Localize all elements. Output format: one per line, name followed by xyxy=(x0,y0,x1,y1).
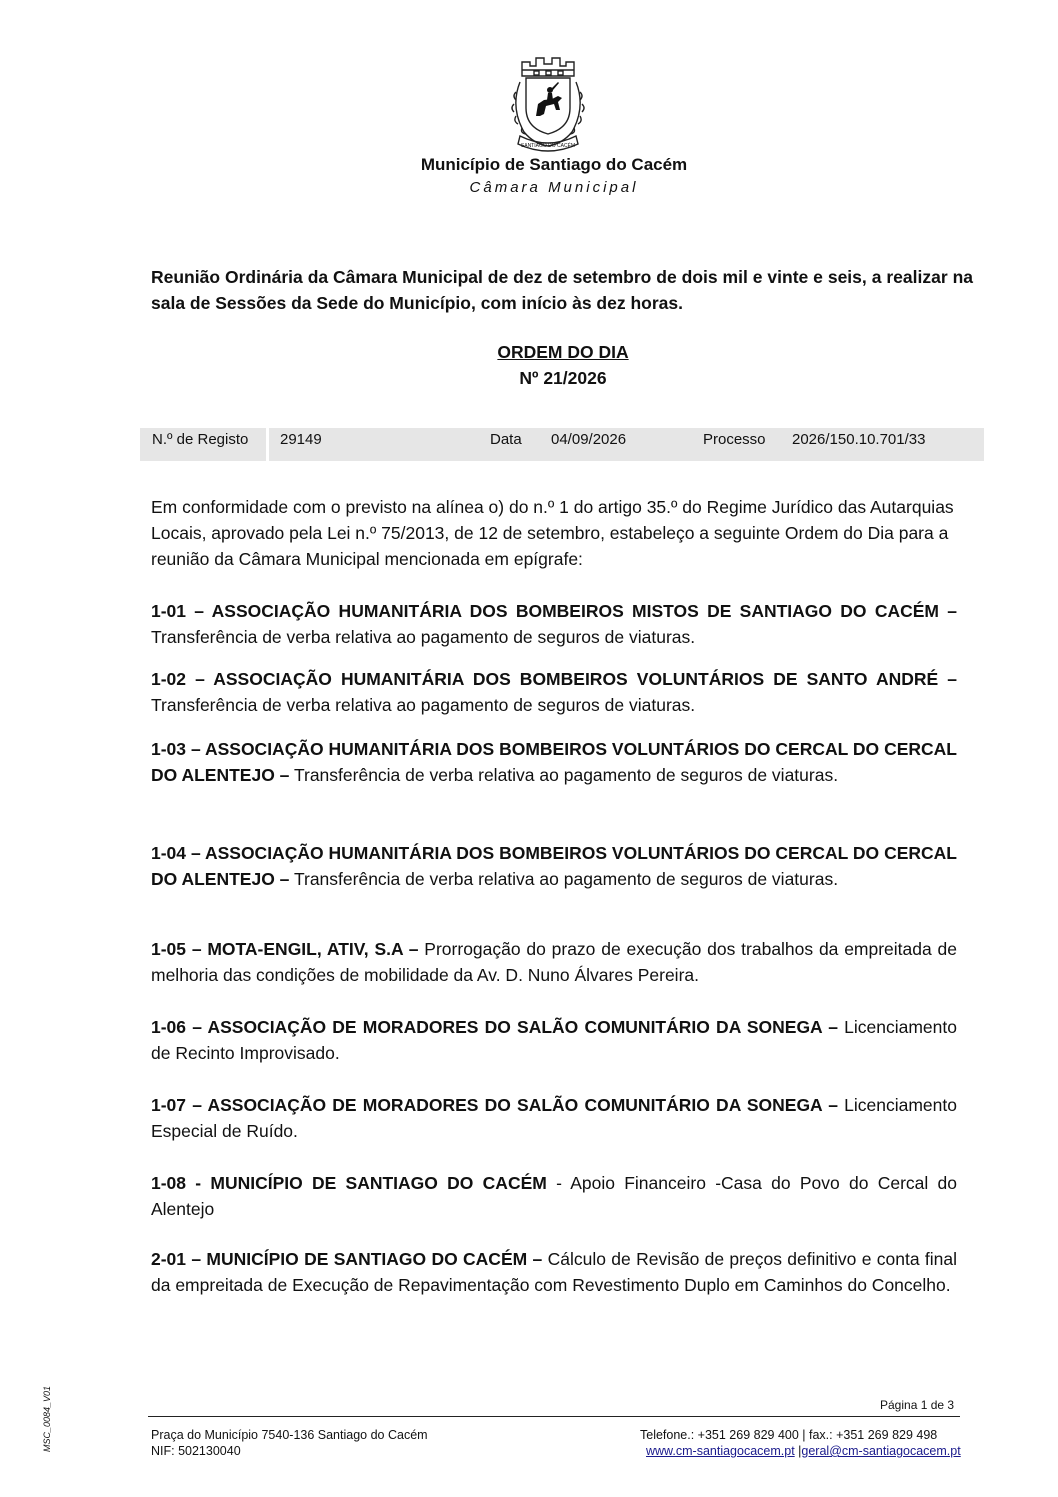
registry-bar xyxy=(140,428,984,461)
agenda-item xyxy=(151,666,957,718)
email-link[interactable]: geral@cm-santiagocacem.pt xyxy=(801,1444,961,1458)
footer-address: Praça do Município 7540-136 Santiago do Cacém xyxy=(151,1428,428,1442)
agenda-item-text: Transferência de verba relativa ao pagamento de seguros de viaturas. xyxy=(151,627,696,647)
footer-nif: NIF: 502130040 xyxy=(151,1444,241,1458)
footer-divider xyxy=(148,1416,960,1417)
process-value: 2026/150.10.701/33 xyxy=(792,431,926,448)
agenda-item-text: Cálculo de Revisão de preços definitivo e conta final da empreitada de Execução de Repavimentação com Revestimento Duplo em Caminhos do Concelho. xyxy=(151,1249,957,1295)
registry-value: 29149 xyxy=(280,431,322,448)
meeting-intro: Reunião Ordinária da Câmara Municipal de dez de setembro de dois mil e vinte e seis, a realizar na sala de Sessões da Sede do Município, com início às dez horas. xyxy=(151,267,973,313)
agenda-item xyxy=(151,736,957,788)
date-label: Data xyxy=(490,431,522,448)
agenda-item xyxy=(151,1246,957,1298)
registry-label: N.º de Registo xyxy=(152,431,249,448)
preamble: Em conformidade com o previsto na alínea o) do n.º 1 do artigo 35.º do Regime Jurídico das Autarquias Locais, aprovado pela Lei n.º 75/2013, de 12 de setembro, estabeleço a seguinte Ordem do Dia para a reunião da Câmara Municipal mencionada em epígrafe: xyxy=(151,497,954,569)
agenda-item-text: Licenciamento Especial de Ruído. xyxy=(151,1095,957,1141)
agenda-item-code: 1-06 – ASSOCIAÇÃO DE MORADORES DO SALÃO COMUNITÁRIO DA SONEGA – xyxy=(151,1017,838,1037)
agenda-item-code: 1-03 – ASSOCIAÇÃO HUMANITÁRIA DOS BOMBEIROS VOLUNTÁRIOS DO CERCAL DO CERCAL DO ALENTEJO – xyxy=(151,739,957,785)
agenda-item-text: Transferência de verba relativa ao pagamento de seguros de viaturas. xyxy=(289,765,839,785)
agenda-item xyxy=(151,1170,957,1222)
agenda-item-code: 1-07 – ASSOCIAÇÃO DE MORADORES DO SALÃO COMUNITÁRIO DA SONEGA – xyxy=(151,1095,838,1115)
agenda-item-text: Licenciamento de Recinto Improvisado. xyxy=(151,1017,957,1063)
page-number: Página 1 de 3 xyxy=(880,1398,955,1412)
agenda-item-text: Transferência de verba relativa ao pagamento de seguros de viaturas. xyxy=(289,869,839,889)
footer-links: www.cm-santiagocacem.pt |geral@cm-santiagocacem.pt xyxy=(646,1444,961,1458)
agenda-item-code: 1-02 – ASSOCIAÇÃO HUMANITÁRIA DOS BOMBEIROS VOLUNTÁRIOS DE SANTO ANDRÉ – xyxy=(151,669,957,689)
agenda-item xyxy=(151,1014,957,1066)
agenda-item-code: 1-01 – ASSOCIAÇÃO HUMANITÁRIA DOS BOMBEIROS MISTOS DE SANTIAGO DO CACÉM – xyxy=(151,601,957,621)
registry-separator xyxy=(266,428,269,461)
agenda-item xyxy=(151,598,957,650)
svg-text:SANTIAGO DO CACÉM: SANTIAGO DO CACÉM xyxy=(520,143,576,149)
agenda-item-text: - Apoio Financeiro -Casa do Povo do Cercal do Alentejo xyxy=(151,1173,957,1219)
agenda-item-code: 1-05 – MOTA-ENGIL, ATIV, S.A – xyxy=(151,939,419,959)
website-link[interactable]: www.cm-santiagocacem.pt xyxy=(646,1444,795,1458)
org-subtitle: Câmara Municipal xyxy=(469,179,639,196)
order-title: ORDEM DO DIA xyxy=(497,342,629,362)
agenda-item-code: 1-08 - MUNICÍPIO DE SANTIAGO DO CACÉM xyxy=(151,1173,547,1193)
process-label: Processo xyxy=(703,431,766,448)
agenda-item xyxy=(151,840,957,892)
footer-phone: Telefone.: +351 269 829 400 | fax.: +351 269 829 498 xyxy=(640,1428,938,1442)
agenda-item xyxy=(151,1092,957,1144)
order-number: Nº 21/2026 xyxy=(519,368,607,388)
agenda-item-text: Prorrogação do prazo de execução dos trabalhos da empreitada de melhoria das condições de mobilidade da Av. D. Nuno Álvares Pereira. xyxy=(151,939,957,985)
document-code: MSC_0084_V01 xyxy=(42,1385,52,1452)
agenda-item-code: 2-01 – MUNICÍPIO DE SANTIAGO DO CACÉM – xyxy=(151,1249,543,1269)
date-value: 04/09/2026 xyxy=(551,431,627,448)
agenda-item xyxy=(151,936,957,988)
org-name: Município de Santiago do Cacém xyxy=(420,155,688,174)
agenda-item-code: 1-04 – ASSOCIAÇÃO HUMANITÁRIA DOS BOMBEIROS VOLUNTÁRIOS DO CERCAL DO CERCAL DO ALENTEJO – xyxy=(151,843,957,889)
municipal-crest-logo xyxy=(500,52,596,156)
agenda-item-text: Transferência de verba relativa ao pagamento de seguros de viaturas. xyxy=(151,695,696,715)
